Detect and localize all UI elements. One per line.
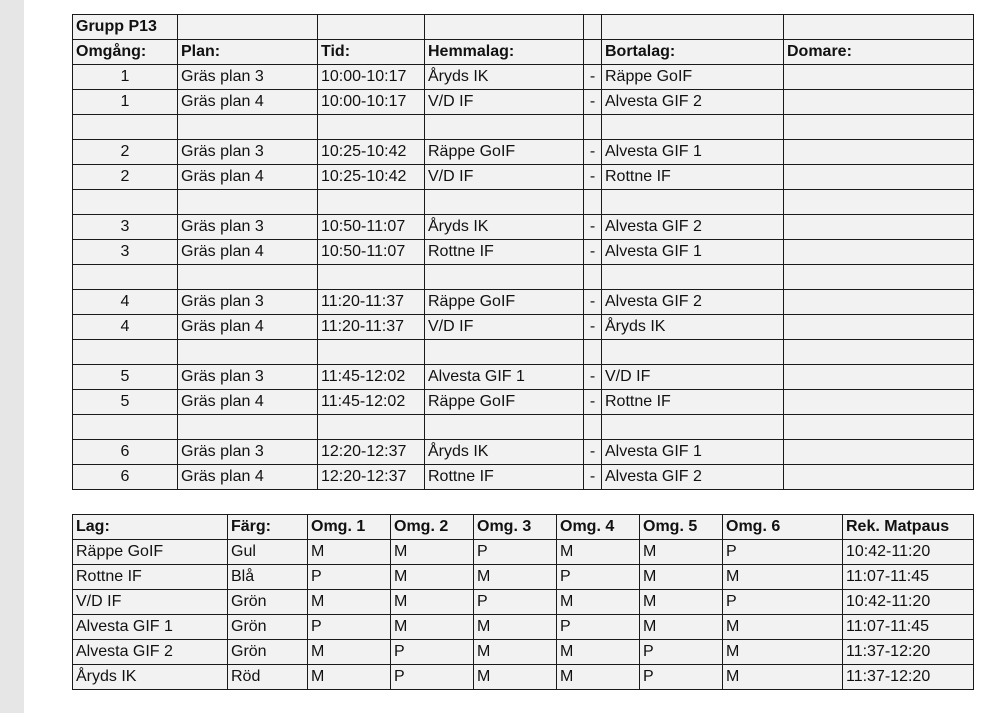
header-referee: Domare:	[784, 40, 974, 65]
spacer-row	[73, 115, 974, 140]
match-round: 3	[73, 240, 178, 265]
match-row	[73, 140, 974, 165]
match-referee	[784, 165, 974, 190]
match-referee	[784, 315, 974, 340]
match-time: 10:25-10:42	[318, 165, 425, 190]
team-color: Blå	[228, 565, 308, 590]
team-lunch: 10:42-11:20	[843, 590, 974, 615]
team-round-1: P	[308, 615, 391, 640]
team-name: Rottne IF	[73, 565, 228, 590]
header-round-4: Omg. 4	[557, 515, 640, 540]
team-round-3: M	[474, 615, 557, 640]
match-away-team: Alvesta GIF 1	[602, 240, 784, 265]
team-round-6: P	[723, 590, 843, 615]
group-title-row	[73, 15, 974, 40]
header-round-6: Omg. 6	[723, 515, 843, 540]
team-lunch: 11:07-11:45	[843, 565, 974, 590]
header-field: Plan:	[178, 40, 318, 65]
match-away-team: Rottne IF	[602, 390, 784, 415]
team-round-4: M	[557, 540, 640, 565]
match-home-team: Räppe GoIF	[425, 140, 584, 165]
match-home-team: V/D IF	[425, 90, 584, 115]
match-time: 10:50-11:07	[318, 240, 425, 265]
team-round-6: M	[723, 565, 843, 590]
match-away-team: Räppe GoIF	[602, 65, 784, 90]
team-color: Gul	[228, 540, 308, 565]
match-round: 6	[73, 465, 178, 490]
match-home-team: Alvesta GIF 1	[425, 365, 584, 390]
header-round-3: Omg. 3	[474, 515, 557, 540]
team-round-1: M	[308, 540, 391, 565]
team-round-6: M	[723, 640, 843, 665]
match-referee	[784, 90, 974, 115]
match-field: Gräs plan 3	[178, 365, 318, 390]
match-separator: -	[584, 240, 602, 265]
match-field: Gräs plan 4	[178, 165, 318, 190]
match-away-team: Alvesta GIF 1	[602, 140, 784, 165]
team-round-3: M	[474, 665, 557, 690]
team-row	[73, 640, 974, 665]
team-color: Grön	[228, 640, 308, 665]
team-name: V/D IF	[73, 590, 228, 615]
match-home-team: Åryds IK	[425, 65, 584, 90]
match-field: Gräs plan 4	[178, 465, 318, 490]
team-round-5: M	[640, 615, 723, 640]
match-time: 10:00-10:17	[318, 65, 425, 90]
match-time: 11:45-12:02	[318, 390, 425, 415]
match-away-team: Rottne IF	[602, 165, 784, 190]
match-field: Gräs plan 4	[178, 240, 318, 265]
match-separator: -	[584, 290, 602, 315]
header-away: Bortalag:	[602, 40, 784, 65]
match-row	[73, 390, 974, 415]
team-round-2: M	[391, 590, 474, 615]
match-away-team: Alvesta GIF 2	[602, 290, 784, 315]
match-separator: -	[584, 440, 602, 465]
team-lunch: 11:37-12:20	[843, 665, 974, 690]
match-round: 5	[73, 390, 178, 415]
team-round-5: M	[640, 540, 723, 565]
match-away-team: Alvesta GIF 2	[602, 465, 784, 490]
team-round-4: P	[557, 615, 640, 640]
team-round-4: P	[557, 565, 640, 590]
match-separator: -	[584, 365, 602, 390]
header-team: Lag:	[73, 515, 228, 540]
match-row	[73, 215, 974, 240]
match-separator: -	[584, 215, 602, 240]
match-time: 12:20-12:37	[318, 440, 425, 465]
team-round-1: P	[308, 565, 391, 590]
match-row	[73, 290, 974, 315]
spacer-row	[73, 415, 974, 440]
team-round-2: P	[391, 665, 474, 690]
match-row	[73, 365, 974, 390]
team-row	[73, 590, 974, 615]
match-home-team: V/D IF	[425, 315, 584, 340]
header-round: Omgång:	[73, 40, 178, 65]
match-home-team: Rottne IF	[425, 465, 584, 490]
match-row	[73, 90, 974, 115]
team-round-3: P	[474, 590, 557, 615]
header-round-2: Omg. 2	[391, 515, 474, 540]
match-separator: -	[584, 140, 602, 165]
team-row	[73, 540, 974, 565]
match-row	[73, 240, 974, 265]
match-referee	[784, 465, 974, 490]
match-round: 1	[73, 90, 178, 115]
match-referee	[784, 140, 974, 165]
team-row	[73, 665, 974, 690]
match-home-team: Räppe GoIF	[425, 390, 584, 415]
match-time: 11:20-11:37	[318, 315, 425, 340]
match-time: 11:20-11:37	[318, 290, 425, 315]
match-home-team: Åryds IK	[425, 440, 584, 465]
header-round-1: Omg. 1	[308, 515, 391, 540]
match-away-team: Alvesta GIF 2	[602, 215, 784, 240]
team-round-6: M	[723, 615, 843, 640]
team-lunch: 11:37-12:20	[843, 640, 974, 665]
team-round-4: M	[557, 590, 640, 615]
team-round-2: M	[391, 615, 474, 640]
match-time: 10:50-11:07	[318, 215, 425, 240]
team-round-3: M	[474, 565, 557, 590]
match-field: Gräs plan 3	[178, 215, 318, 240]
spacer-row	[73, 190, 974, 215]
match-separator: -	[584, 465, 602, 490]
team-round-1: M	[308, 640, 391, 665]
match-home-team: V/D IF	[425, 165, 584, 190]
team-lunch: 10:42-11:20	[843, 540, 974, 565]
team-row	[73, 615, 974, 640]
match-time: 11:45-12:02	[318, 365, 425, 390]
match-round: 4	[73, 290, 178, 315]
match-referee	[784, 240, 974, 265]
spacer-row	[73, 340, 974, 365]
match-away-team: Åryds IK	[602, 315, 784, 340]
match-separator: -	[584, 165, 602, 190]
team-round-2: M	[391, 540, 474, 565]
team-color: Grön	[228, 615, 308, 640]
team-round-6: M	[723, 665, 843, 690]
team-round-4: M	[557, 640, 640, 665]
match-round: 4	[73, 315, 178, 340]
match-round: 6	[73, 440, 178, 465]
team-color: Grön	[228, 590, 308, 615]
header-lunch: Rek. Matpaus	[843, 515, 974, 540]
team-round-3: M	[474, 640, 557, 665]
match-field: Gräs plan 3	[178, 140, 318, 165]
match-row	[73, 315, 974, 340]
team-round-5: M	[640, 590, 723, 615]
match-separator: -	[584, 65, 602, 90]
team-round-1: M	[308, 665, 391, 690]
match-separator: -	[584, 390, 602, 415]
match-separator: -	[584, 315, 602, 340]
match-round: 5	[73, 365, 178, 390]
team-round-2: P	[391, 640, 474, 665]
teams-header-row	[73, 515, 974, 540]
match-away-team: Alvesta GIF 2	[602, 90, 784, 115]
match-field: Gräs plan 4	[178, 390, 318, 415]
match-referee	[784, 390, 974, 415]
match-row	[73, 440, 974, 465]
match-referee	[784, 365, 974, 390]
match-row	[73, 165, 974, 190]
match-row	[73, 65, 974, 90]
match-field: Gräs plan 3	[178, 65, 318, 90]
team-round-3: P	[474, 540, 557, 565]
match-referee	[784, 65, 974, 90]
header-time: Tid:	[318, 40, 425, 65]
match-field: Gräs plan 4	[178, 90, 318, 115]
match-field: Gräs plan 4	[178, 315, 318, 340]
team-round-5: P	[640, 640, 723, 665]
header-home: Hemmalag:	[425, 40, 584, 65]
group-title: Grupp P13	[73, 15, 178, 40]
match-time: 10:00-10:17	[318, 90, 425, 115]
team-name: Åryds IK	[73, 665, 228, 690]
team-round-4: M	[557, 665, 640, 690]
header-color: Färg:	[228, 515, 308, 540]
team-name: Räppe GoIF	[73, 540, 228, 565]
team-round-2: M	[391, 565, 474, 590]
team-name: Alvesta GIF 2	[73, 640, 228, 665]
team-name: Alvesta GIF 1	[73, 615, 228, 640]
match-home-team: Åryds IK	[425, 215, 584, 240]
schedule-table	[72, 14, 974, 490]
match-referee	[784, 215, 974, 240]
team-row	[73, 565, 974, 590]
match-home-team: Räppe GoIF	[425, 290, 584, 315]
spacer-row	[73, 265, 974, 290]
team-lunch: 11:07-11:45	[843, 615, 974, 640]
match-round: 1	[73, 65, 178, 90]
match-away-team: V/D IF	[602, 365, 784, 390]
match-row	[73, 465, 974, 490]
match-field: Gräs plan 3	[178, 290, 318, 315]
team-round-5: P	[640, 665, 723, 690]
schedule-header-row	[73, 40, 974, 65]
header-round-5: Omg. 5	[640, 515, 723, 540]
team-color-table	[72, 514, 974, 690]
match-round: 2	[73, 165, 178, 190]
match-field: Gräs plan 3	[178, 440, 318, 465]
team-round-5: M	[640, 565, 723, 590]
match-round: 3	[73, 215, 178, 240]
team-round-1: M	[308, 590, 391, 615]
match-referee	[784, 290, 974, 315]
left-margin-bar	[0, 0, 24, 713]
match-time: 12:20-12:37	[318, 465, 425, 490]
match-time: 10:25-10:42	[318, 140, 425, 165]
team-round-6: P	[723, 540, 843, 565]
match-referee	[784, 440, 974, 465]
team-color: Röd	[228, 665, 308, 690]
match-separator: -	[584, 90, 602, 115]
match-round: 2	[73, 140, 178, 165]
match-away-team: Alvesta GIF 1	[602, 440, 784, 465]
match-home-team: Rottne IF	[425, 240, 584, 265]
